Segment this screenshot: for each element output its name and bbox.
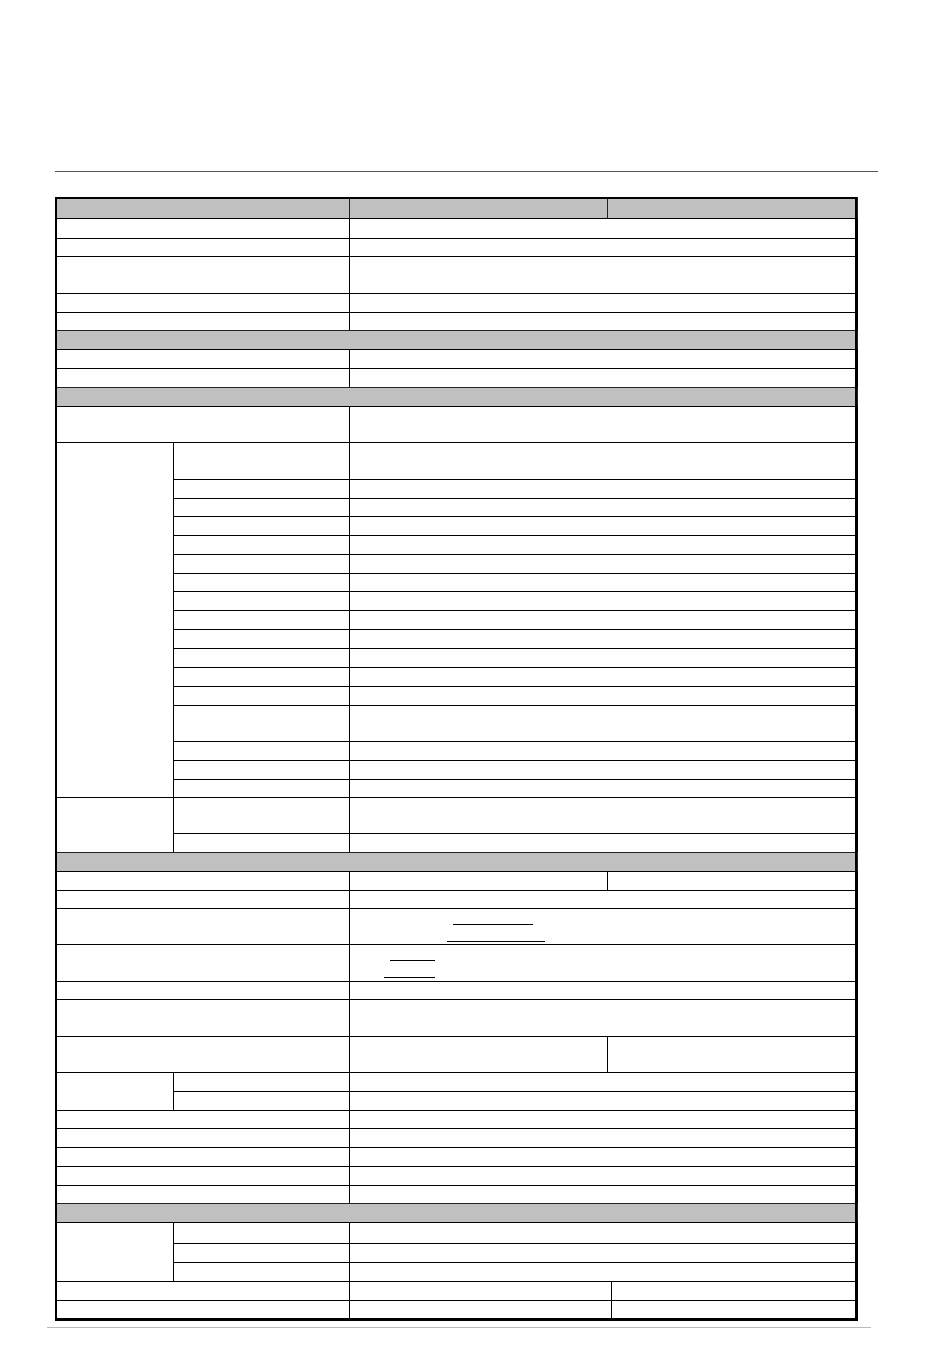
sub-label-cell (173, 1072, 350, 1092)
table-label-cell (55, 406, 350, 443)
underline-mark (447, 941, 545, 942)
table-label-cell (55, 944, 350, 982)
group-label-cell (55, 442, 174, 798)
table-value-cell (349, 479, 858, 499)
table-value-cell (349, 591, 858, 611)
table-value-cell (611, 1300, 858, 1321)
sub-label-cell (173, 741, 350, 761)
underline-mark (453, 924, 533, 925)
table-value-cell (349, 908, 858, 945)
underline-mark (390, 960, 435, 961)
table-label-cell (55, 981, 350, 1000)
table-label-cell (55, 1166, 350, 1186)
sub-label-cell (173, 667, 350, 687)
sub-label-cell (173, 442, 350, 480)
table-value-cell (349, 1110, 858, 1129)
table-label-cell (55, 218, 350, 239)
table-label-cell (55, 890, 350, 909)
sub-label-cell (173, 648, 350, 668)
sub-label-cell (173, 1222, 350, 1244)
table-label-cell (55, 1300, 350, 1321)
table-value-cell (349, 1072, 858, 1092)
table-value-cell (349, 368, 858, 388)
table-value-cell (349, 238, 858, 257)
table-value-cell (611, 1281, 858, 1301)
underline-mark (384, 977, 435, 978)
sub-label-cell (173, 516, 350, 536)
table-value-cell (349, 1147, 858, 1167)
table-value-cell (349, 1091, 858, 1111)
sub-label-cell (173, 1262, 350, 1282)
table-value-cell (349, 890, 858, 909)
sub-label-cell (173, 479, 350, 499)
sub-label-cell (173, 629, 350, 649)
table-value-cell (349, 999, 858, 1037)
section-header-row (55, 330, 858, 350)
sub-label-cell (173, 686, 350, 706)
table-value-cell (349, 535, 858, 555)
table-value-cell (349, 312, 858, 331)
section-header-row (55, 387, 858, 407)
sub-label-cell (173, 760, 350, 780)
table-label-cell (55, 999, 350, 1037)
table-label-cell (55, 349, 350, 369)
table-value-cell (349, 498, 858, 517)
table-value-cell (349, 760, 858, 780)
table-value-cell (349, 871, 608, 891)
bottom-rule (47, 1327, 871, 1328)
table-value-cell (349, 610, 858, 630)
table-value-cell (349, 293, 858, 313)
table-label-cell (55, 238, 350, 257)
table-value-cell (349, 981, 858, 1000)
table-label-cell (55, 1036, 350, 1073)
table-value-cell (349, 686, 858, 706)
table-value-cell (349, 442, 858, 480)
table-value-cell (349, 1243, 858, 1263)
table-value-cell (349, 1281, 612, 1301)
table-label-cell (55, 1128, 350, 1148)
table-value-cell (349, 1262, 858, 1282)
table-value-cell (349, 1128, 858, 1148)
table-label-cell (55, 256, 350, 294)
sub-label-cell (173, 833, 350, 853)
sub-label-cell (173, 779, 350, 798)
table-value-cell (349, 349, 858, 369)
sub-label-cell (173, 1091, 350, 1111)
table-label-cell (55, 1147, 350, 1167)
group-label-cell (55, 797, 174, 853)
table-value-cell (349, 1185, 858, 1204)
table-value-cell (349, 1036, 608, 1073)
table-value-cell (349, 705, 858, 742)
table-header-cell (55, 197, 350, 219)
sub-label-cell (173, 705, 350, 742)
table-label-cell (55, 368, 350, 388)
table-value-cell (349, 779, 858, 798)
table-value-cell (607, 1036, 858, 1073)
table-label-cell (55, 312, 350, 331)
section-header-row (55, 852, 858, 872)
table-value-cell (349, 516, 858, 536)
top-rule (55, 171, 878, 172)
table-value-cell (349, 554, 858, 574)
table-value-cell (349, 648, 858, 668)
table-header-cell (607, 197, 858, 219)
table-value-cell (349, 1166, 858, 1186)
spec-table (55, 197, 857, 1320)
table-label-cell (55, 1185, 350, 1204)
table-value-cell (349, 1222, 858, 1244)
table-label-cell (55, 293, 350, 313)
sub-label-cell (173, 554, 350, 574)
table-label-cell (55, 871, 350, 891)
table-value-cell (349, 833, 858, 853)
table-value-cell (349, 797, 858, 834)
table-value-cell (349, 667, 858, 687)
table-value-cell (349, 1300, 612, 1321)
group-label-cell (55, 1072, 174, 1111)
sub-label-cell (173, 535, 350, 555)
sub-label-cell (173, 797, 350, 834)
sub-label-cell (173, 1243, 350, 1263)
sub-label-cell (173, 573, 350, 592)
table-value-cell (349, 629, 858, 649)
sub-label-cell (173, 591, 350, 611)
table-label-cell (55, 1110, 350, 1129)
table-value-cell (349, 406, 858, 443)
table-value-cell (349, 218, 858, 239)
table-label-cell (55, 908, 350, 945)
section-header-row (55, 1203, 858, 1223)
table-value-cell (607, 871, 858, 891)
sub-label-cell (173, 610, 350, 630)
table-header-cell (349, 197, 608, 219)
group-label-cell (55, 1222, 174, 1282)
table-value-cell (349, 573, 858, 592)
table-value-cell (349, 741, 858, 761)
table-label-cell (55, 1281, 350, 1301)
sub-label-cell (173, 498, 350, 517)
table-value-cell (349, 256, 858, 294)
